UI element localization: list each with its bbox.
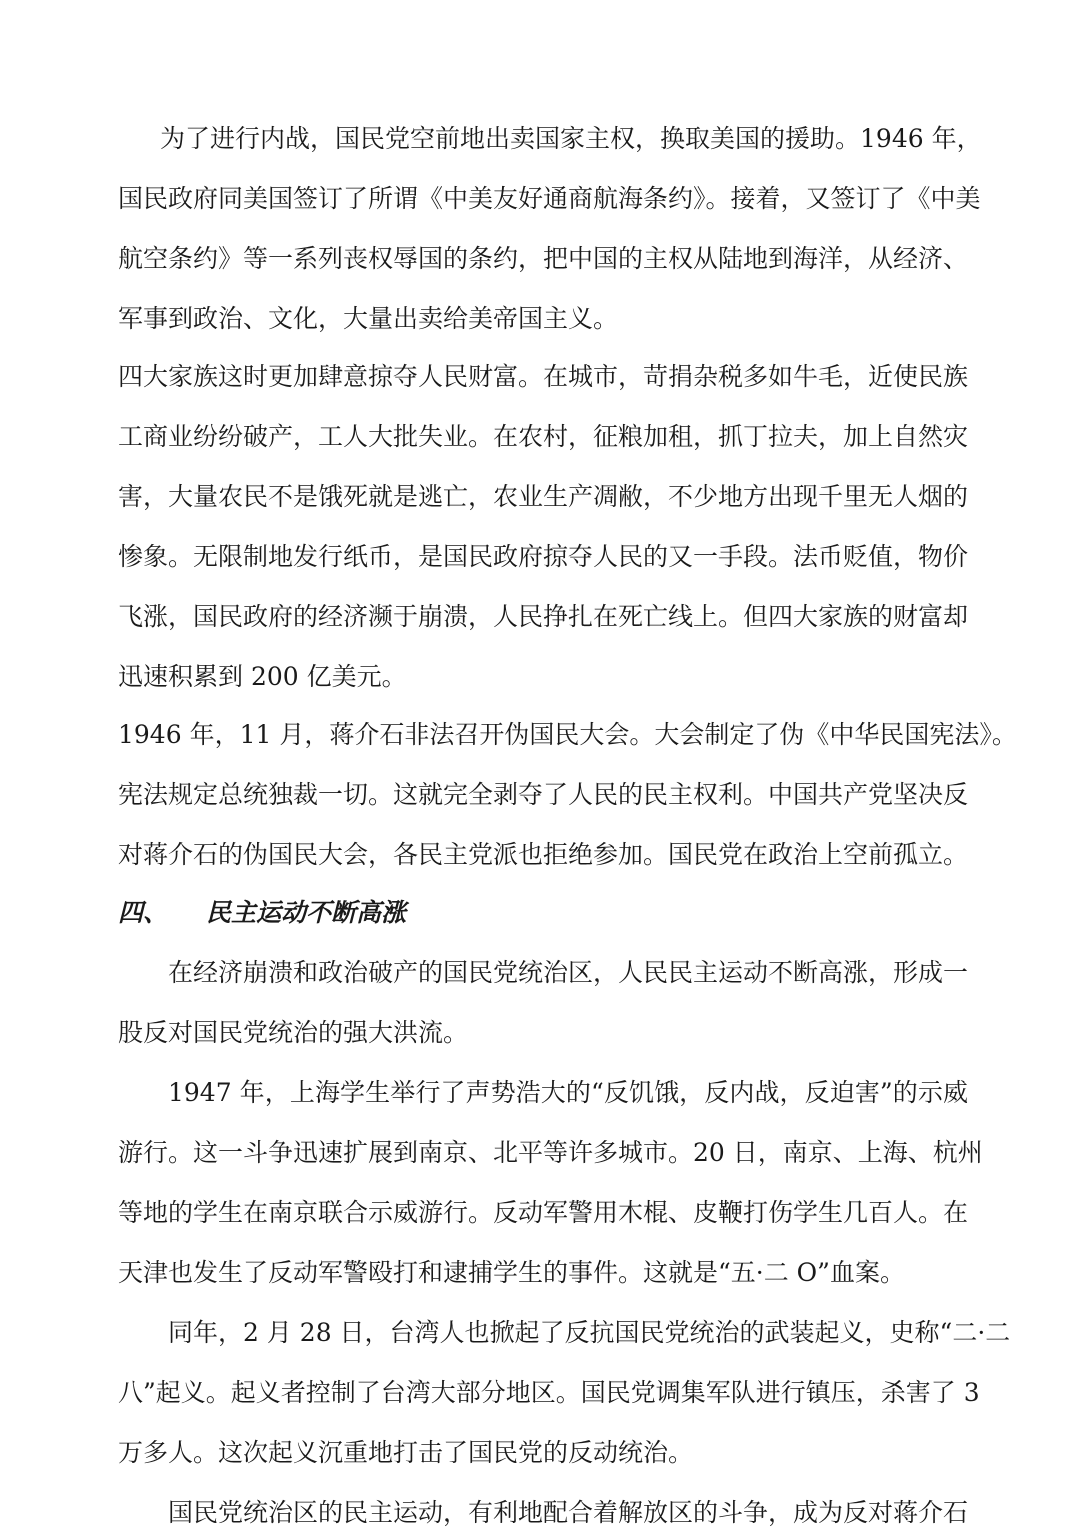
text-line: 惨象。无限制地发行纸币，是国民政府掠夺人民的又一手段。法币贬值，物价	[118, 542, 969, 571]
section-number: 四、	[118, 898, 169, 927]
text-line: 同年，2 月 28 日，台湾人也掀起了反抗国民党统治的武装起义，史称“二·二	[168, 1318, 1011, 1347]
text-line: 八”起义。起义者控制了台湾大部分地区。国民党调集军队进行镇压，杀害了 3	[118, 1378, 980, 1407]
text-line: 游行。这一斗争迅速扩展到南京、北平等许多城市。20 日，南京、上海、杭州	[118, 1138, 983, 1167]
text-line: 1946 年，11 月，蒋介石非法召开伪国民大会。大会制定了伪《中华民国宪法》。	[118, 720, 1017, 749]
text-line: 1947 年，上海学生举行了声势浩大的“反饥饿，反内战，反迫害”的示威	[168, 1078, 968, 1107]
section-title: 民主运动不断高涨	[206, 898, 407, 927]
text-line: 四大家族这时更加肆意掠夺人民财富。在城市，苛捐杂税多如牛毛，近使民族	[118, 362, 969, 391]
text-line: 迅速积累到 200 亿美元。	[118, 662, 407, 691]
text-line: 对蒋介石的伪国民大会，各民主党派也拒绝参加。国民党在政治上空前孤立。	[118, 840, 969, 869]
text-line: 天津也发生了反动军警殴打和逮捕学生的事件。这就是“五·二 O”血案。	[118, 1258, 905, 1287]
text-line: 国民政府同美国签订了所谓《中美友好通商航海条约》。接着，又签订了《中美	[118, 184, 981, 213]
text-line: 飞涨，国民政府的经济濒于崩溃，人民挣扎在死亡线上。但四大家族的财富却	[118, 602, 969, 631]
text-line: 为了进行内战，国民党空前地出卖国家主权，换取美国的援助。1946 年，	[160, 124, 982, 153]
text-line: 在经济崩溃和政治破产的国民党统治区，人民民主运动不断高涨，形成一	[168, 958, 969, 987]
text-line: 万多人。这次起义沉重地打击了国民党的反动统治。	[118, 1438, 694, 1467]
text-line: 国民党统治区的民主运动，有利地配合着解放区的斗争，成为反对蒋介石	[168, 1498, 969, 1527]
text-line: 股反对国民党统治的强大洪流。	[118, 1018, 469, 1047]
text-line: 工商业纷纷破产，工人大批失业。在农村，征粮加租，抓丁拉夫，加上自然灾	[118, 422, 969, 451]
text-line: 航空条约》等一系列丧权辱国的条约，把中国的主权从陆地到海洋，从经济、	[118, 244, 969, 273]
text-line: 等地的学生在南京联合示威游行。反动军警用木棍、皮鞭打伤学生几百人。在	[118, 1198, 969, 1227]
section-heading	[118, 896, 968, 930]
text-line: 宪法规定总统独裁一切。这就完全剥夺了人民的民主权利。中国共产党坚决反	[118, 780, 969, 809]
text-line: 害，大量农民不是饿死就是逃亡，农业生产凋敝，不少地方出现千里无人烟的	[118, 482, 969, 511]
text-line: 军事到政治、文化，大量出卖给美帝国主义。	[118, 304, 619, 333]
